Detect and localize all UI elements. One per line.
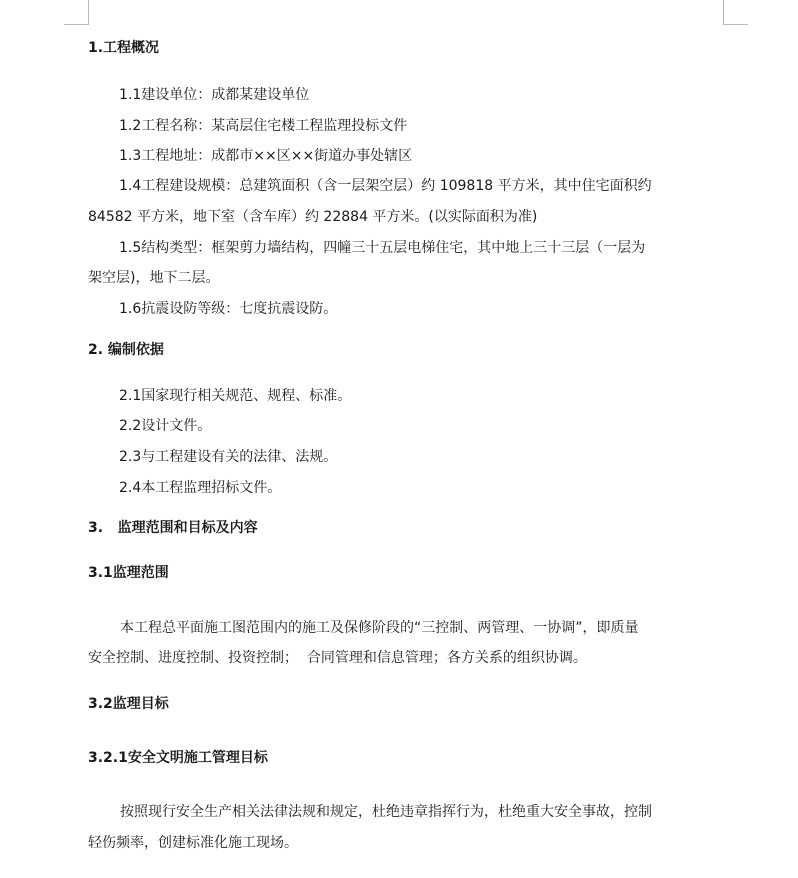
paragraph-3-1-line-2: 安全控制、进度控制、投资控制； 合同管理和信息管理；各方关系的组织协调。 xyxy=(88,650,587,666)
heading-3-2: 3.2监理目标 xyxy=(88,696,169,712)
paragraph-1-5-line-1: 1.5结构类型：框架剪力墙结构，四幢三十五层电梯住宅，其中地上三十三层（一层为 xyxy=(119,240,646,256)
paragraph-1-3: 1.3工程地址：成都市××区××街道办事处辖区 xyxy=(119,148,413,164)
heading-3-1: 3.1监理范围 xyxy=(88,565,169,581)
paragraph-1-6: 1.6抗震设防等级：七度抗震设防。 xyxy=(119,301,338,317)
paragraph-3-2-1-line-2: 轻伤频率，创建标准化施工现场。 xyxy=(88,835,298,851)
heading-1: 1.工程概况 xyxy=(88,40,160,56)
paragraph-1-5-line-2: 架空层)，地下二层。 xyxy=(88,270,220,286)
heading-2: 2. 编制依据 xyxy=(88,342,164,358)
paragraph-2-4: 2.4本工程监理招标文件。 xyxy=(119,480,282,496)
paragraph-1-1: 1.1建设单位：成都某建设单位 xyxy=(119,87,310,103)
paragraph-3-1-line-1: 本工程总平面施工图范围内的施工及保修阶段的“三控制、两管理、一协调”，即质量 xyxy=(120,620,639,636)
page-corner-mark-top-right xyxy=(723,0,748,25)
paragraph-2-2: 2.2设计文件。 xyxy=(119,418,212,434)
paragraph-2-1: 2.1国家现行相关规范、规程、标准。 xyxy=(119,388,352,404)
heading-3-2-1: 3.2.1安全文明施工管理目标 xyxy=(88,750,268,766)
page-corner-mark-top-left xyxy=(64,0,89,25)
paragraph-2-3: 2.3与工程建设有关的法律、法规。 xyxy=(119,449,338,465)
paragraph-3-2-1-line-1: 按照现行安全生产相关法律法规和规定，杜绝违章指挥行为，杜绝重大安全事故，控制 xyxy=(120,804,652,820)
paragraph-1-2: 1.2工程名称：某高层住宅楼工程监理投标文件 xyxy=(119,118,408,134)
paragraph-1-4-line-1: 1.4工程建设规模：总建筑面积（含一层架空层）约 109818 平方米，其中住宅面积约 xyxy=(119,178,652,194)
paragraph-1-4-line-2: 84582 平方米，地下室（含车库）约 22884 平方米。(以实际面积为准) xyxy=(88,209,538,225)
heading-3: 3. 监理范围和目标及内容 xyxy=(88,520,258,536)
